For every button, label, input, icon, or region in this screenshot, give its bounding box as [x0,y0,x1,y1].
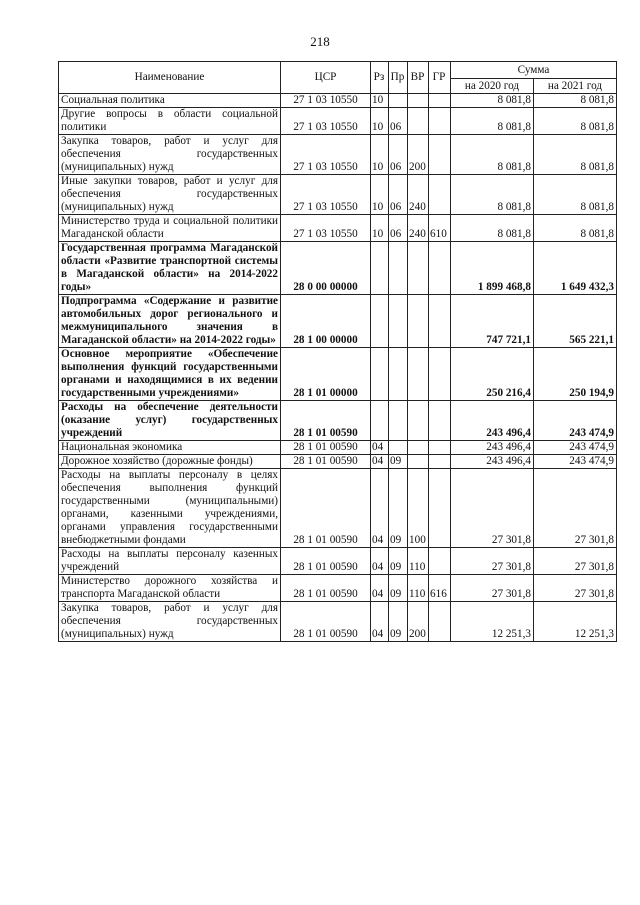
cell-pr: 09 [389,575,408,602]
cell-gr [429,548,451,575]
cell-rz [371,242,389,295]
cell-csr: 27 1 03 10550 [281,135,371,175]
cell-name: Иные закупки товаров, работ и услуг для обеспечения государственных (муниципальных) нужд [59,175,281,215]
cell-vr: 110 [408,548,429,575]
cell-vr [408,348,429,401]
cell-sum-2021: 8 081,8 [534,215,617,242]
cell-sum-2020: 8 081,8 [451,135,534,175]
cell-pr: 09 [389,455,408,469]
cell-sum-2021: 250 194,9 [534,348,617,401]
cell-sum-2021: 8 081,8 [534,94,617,108]
cell-csr: 28 1 01 00590 [281,455,371,469]
cell-gr [429,348,451,401]
cell-sum-2020: 8 081,8 [451,215,534,242]
cell-csr: 28 1 01 00590 [281,469,371,548]
cell-name: Расходы на обеспечение деятельности (оказание услуг) государственных учреждений [59,401,281,441]
table-row [59,469,617,548]
cell-vr [408,108,429,135]
cell-sum-2021: 8 081,8 [534,135,617,175]
table-row [59,242,617,295]
cell-name: Закупка товаров, работ и услуг для обеспечения государственных (муниципальных) нужд [59,135,281,175]
table-row [59,94,617,108]
cell-rz: 10 [371,108,389,135]
cell-csr: 28 1 01 00590 [281,401,371,441]
cell-rz: 04 [371,548,389,575]
table-row [59,135,617,175]
cell-name: Дорожное хозяйство (дорожные фонды) [59,455,281,469]
cell-vr: 110 [408,575,429,602]
cell-sum-2020: 12 251,3 [451,602,534,642]
cell-vr: 100 [408,469,429,548]
cell-name: Социальная политика [59,94,281,108]
cell-name: Расходы на выплаты персоналу в целях обеспечения выполнения функций государственными (муниципальными) органами, казенными учреждениями, органами управления государственными внебюджетными фондами [59,469,281,548]
cell-gr [429,175,451,215]
cell-sum-2020: 27 301,8 [451,469,534,548]
table-row [59,108,617,135]
cell-vr: 240 [408,175,429,215]
cell-rz: 04 [371,602,389,642]
cell-sum-2021: 243 474,9 [534,401,617,441]
cell-sum-2021: 8 081,8 [534,108,617,135]
header-year-2020: на 2020 год [451,79,534,94]
cell-gr: 616 [429,575,451,602]
cell-name: Закупка товаров, работ и услуг для обеспечения государственных (муниципальных) нужд [59,602,281,642]
cell-pr: 09 [389,602,408,642]
cell-rz [371,295,389,348]
cell-pr: 09 [389,548,408,575]
cell-sum-2020: 747 721,1 [451,295,534,348]
cell-vr: 200 [408,602,429,642]
cell-gr [429,242,451,295]
cell-sum-2021: 243 474,9 [534,441,617,455]
cell-name: Расходы на выплаты персоналу казенных учреждений [59,548,281,575]
cell-rz: 04 [371,441,389,455]
cell-csr: 28 1 01 00590 [281,441,371,455]
cell-csr: 28 1 01 00590 [281,602,371,642]
cell-csr: 28 1 01 00590 [281,575,371,602]
cell-gr [429,108,451,135]
cell-rz: 04 [371,469,389,548]
cell-pr [389,94,408,108]
cell-name: Другие вопросы в области социальной политики [59,108,281,135]
cell-sum-2021: 27 301,8 [534,548,617,575]
cell-sum-2021: 27 301,8 [534,469,617,548]
cell-sum-2020: 8 081,8 [451,94,534,108]
cell-name: Государственная программа Магаданской области «Развитие транспортной системы в Магаданской области» на 2014-2022 годы» [59,242,281,295]
cell-vr [408,455,429,469]
table-row [59,348,617,401]
cell-rz [371,401,389,441]
cell-pr [389,242,408,295]
cell-pr: 06 [389,215,408,242]
table-row [59,295,617,348]
cell-vr [408,401,429,441]
cell-pr: 06 [389,108,408,135]
cell-csr: 28 1 01 00590 [281,548,371,575]
cell-sum-2021: 243 474,9 [534,455,617,469]
cell-gr [429,295,451,348]
cell-csr: 28 1 00 00000 [281,295,371,348]
cell-csr: 27 1 03 10550 [281,175,371,215]
cell-name: Основное мероприятие «Обеспечение выполнения функций государственными органами и находящимися в их ведении государственными учреждениями» [59,348,281,401]
cell-rz: 04 [371,455,389,469]
cell-sum-2021: 27 301,8 [534,575,617,602]
cell-gr [429,441,451,455]
header-sum: Сумма [451,62,617,79]
cell-gr: 610 [429,215,451,242]
cell-sum-2021: 8 081,8 [534,175,617,215]
cell-vr [408,441,429,455]
cell-vr [408,242,429,295]
cell-sum-2020: 243 496,4 [451,455,534,469]
cell-pr: 06 [389,175,408,215]
cell-gr [429,602,451,642]
cell-name: Министерство труда и социальной политики Магаданской области [59,215,281,242]
table-row [59,215,617,242]
cell-sum-2021: 1 649 432,3 [534,242,617,295]
cell-pr [389,295,408,348]
cell-rz: 10 [371,215,389,242]
budget-table [58,61,617,642]
cell-gr [429,401,451,441]
cell-gr [429,469,451,548]
cell-csr: 28 0 00 00000 [281,242,371,295]
header-vr: ВР [408,62,429,94]
header-gr: ГР [429,62,451,94]
cell-gr [429,135,451,175]
cell-rz: 10 [371,135,389,175]
cell-pr: 06 [389,135,408,175]
header-year-2021: на 2021 год [534,79,617,94]
cell-sum-2020: 1 899 468,8 [451,242,534,295]
cell-pr [389,348,408,401]
table-row [59,455,617,469]
cell-rz: 10 [371,175,389,215]
cell-name: Подпрограмма «Содержание и развитие автомобильных дорог регионального и межмуниципального значения в Магаданской области» на 2014-2022 годы» [59,295,281,348]
page-number: 218 [310,34,330,49]
cell-gr [429,455,451,469]
cell-name: Министерство дорожного хозяйства и транспорта Магаданской области [59,575,281,602]
cell-sum-2020: 8 081,8 [451,175,534,215]
cell-sum-2020: 250 216,4 [451,348,534,401]
header-pr: Пр [389,62,408,94]
cell-sum-2021: 12 251,3 [534,602,617,642]
table-row [59,548,617,575]
cell-csr: 27 1 03 10550 [281,94,371,108]
cell-pr: 09 [389,469,408,548]
cell-vr: 200 [408,135,429,175]
cell-vr [408,295,429,348]
cell-vr [408,94,429,108]
header-csr: ЦСР [281,62,371,94]
cell-rz: 04 [371,575,389,602]
cell-sum-2020: 8 081,8 [451,108,534,135]
cell-sum-2021: 565 221,1 [534,295,617,348]
cell-rz: 10 [371,94,389,108]
cell-sum-2020: 243 496,4 [451,441,534,455]
cell-pr [389,441,408,455]
table-row [59,441,617,455]
header-rz: Рз [371,62,389,94]
table-row [59,602,617,642]
cell-csr: 27 1 03 10550 [281,215,371,242]
table-body [59,94,617,642]
table-row [59,575,617,602]
cell-csr: 28 1 01 00000 [281,348,371,401]
cell-sum-2020: 27 301,8 [451,548,534,575]
cell-sum-2020: 27 301,8 [451,575,534,602]
cell-vr: 240 [408,215,429,242]
cell-name: Национальная экономика [59,441,281,455]
cell-gr [429,94,451,108]
table-row [59,175,617,215]
cell-sum-2020: 243 496,4 [451,401,534,441]
table-row [59,401,617,441]
cell-csr: 27 1 03 10550 [281,108,371,135]
cell-pr [389,401,408,441]
header-name: Наименование [59,62,281,94]
cell-rz [371,348,389,401]
